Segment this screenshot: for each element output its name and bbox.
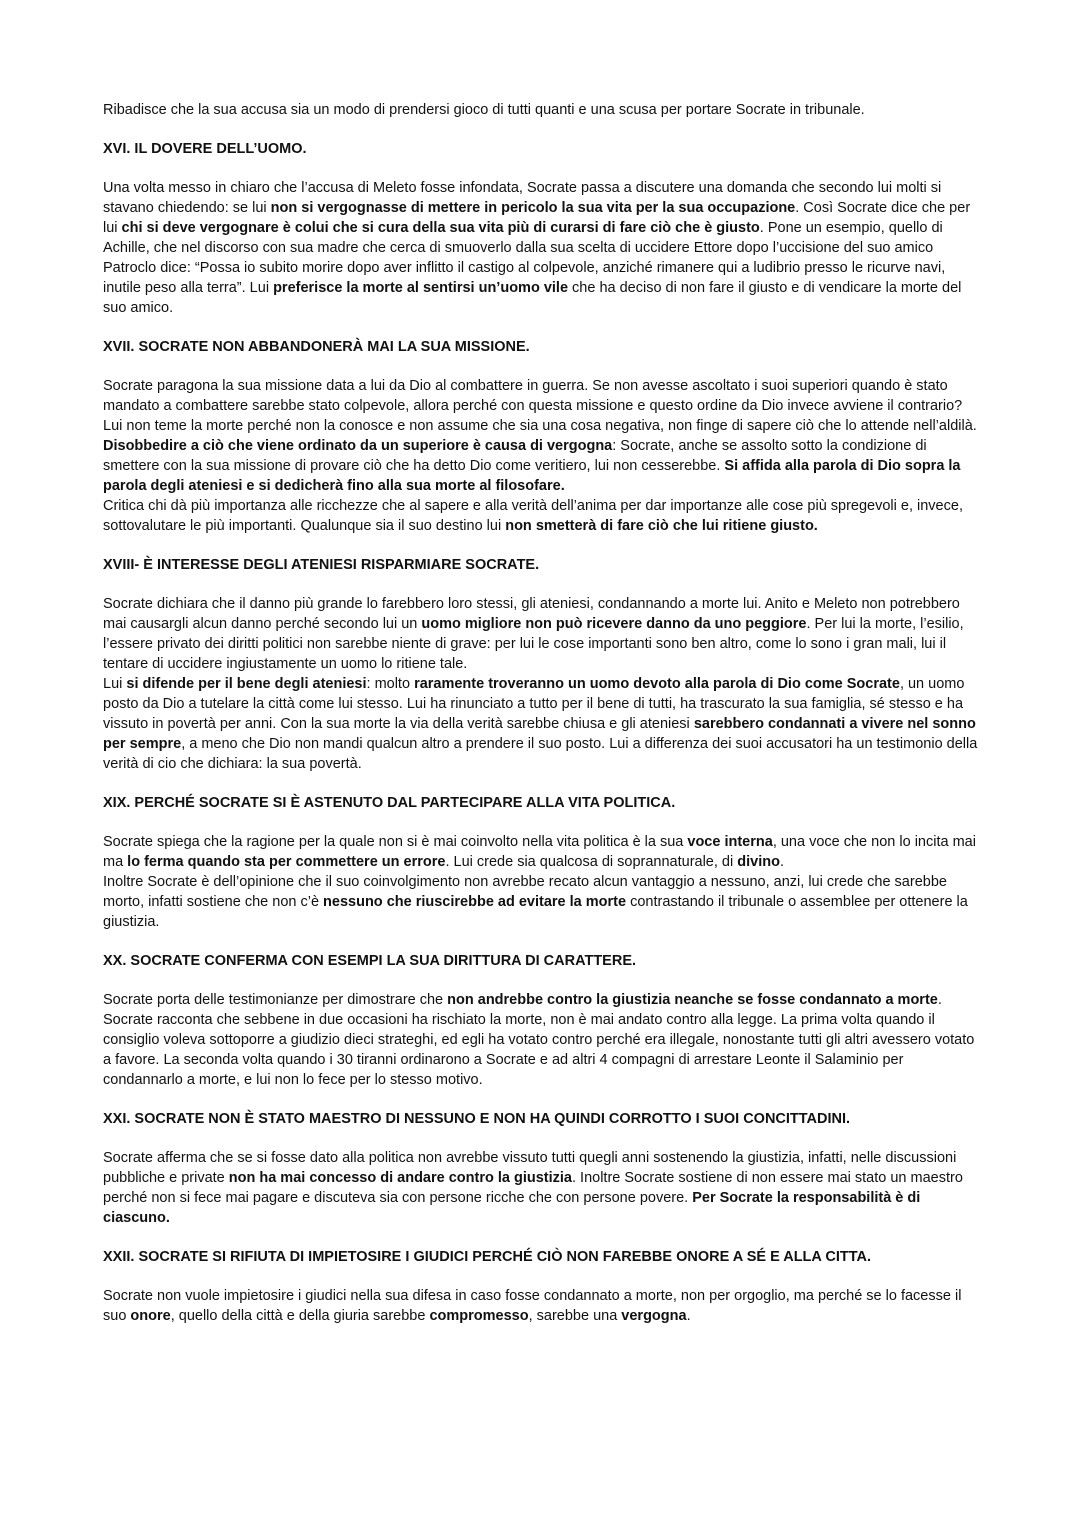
bold-text: uomo migliore non può ricevere danno da uno peggiore (421, 616, 807, 632)
text-run: Socrate non vuole impietosire i giudici nella sua difesa in caso fosse condannato a morte, non per orgoglio, ma perché se lo facesse il suo (103, 1288, 962, 1324)
section (103, 1247, 983, 1326)
section-paragraph (103, 1148, 983, 1228)
text-run: , a meno che Dio non mandi qualcun altro a prendere il suo posto. Lui a differenza dei suoi accusatori ha un testimonio della verità di cio che dichiara: la sua povertà. (103, 736, 978, 772)
text-run: Una volta messo in chiaro che l’accusa di Meleto fosse infondata, Socrate passa a discutere una domanda che secondo lui molti si stavano chiedendo: se lui (103, 180, 942, 216)
bold-text: preferisce la morte al sentirsi un’uomo vile (273, 280, 569, 296)
section-paragraph (103, 674, 983, 774)
bold-text: nessuno che riuscirebbe ad evitare la morte (323, 894, 627, 910)
bold-text: non si vergognasse di mettere in pericolo la sua vita per la sua occupazione (270, 200, 796, 216)
text-run: Socrate porta delle testimonianze per dimostrare che (103, 992, 448, 1008)
text-run: : molto (366, 676, 415, 692)
text-run: Critica chi dà più importanza alle ricchezze che al sapere e alla verità dell’anima per dar importanze alle cose più spregevoli e, invece, sottovalutare le più importanti. Qualunque sia il suo destino lui (103, 498, 963, 534)
text-run: Socrate afferma che se si fosse dato alla politica non avrebbe vissuto tutti quegli anni sostenendo la giustizia, infatti, nelle discussioni pubbliche e private (103, 1150, 957, 1186)
text-run: Lui (103, 676, 127, 692)
section-title: XIX. PERCHÉ SOCRATE SI È ASTENUTO DAL PARTECIPARE ALLA VITA POLITICA. (103, 795, 676, 811)
section-title: XXII. SOCRATE SI RIFIUTA DI IMPIETOSIRE I GIUDICI PERCHÉ CIÒ NON FAREBBE ONORE A SÉ E ALLA CITTA. (103, 1249, 872, 1265)
bold-text: divino (737, 854, 780, 870)
bold-text: si difende per il bene degli ateniesi (126, 676, 367, 692)
text-run: Socrate spiega che la ragione per la quale non si è mai coinvolto nella vita politica è la sua (103, 834, 688, 850)
section-paragraph (103, 594, 983, 674)
section (103, 1109, 983, 1228)
text-run: . Così Socrate dice che per lui (103, 200, 971, 236)
section-title: XVI. IL DOVERE DELL’UOMO. (103, 141, 307, 157)
bold-text: non andrebbe contro la giustizia neanche se fosse condannato a morte (447, 992, 938, 1008)
text-run: . (779, 854, 784, 870)
text-run: Socrate paragona la sua missione data a lui da Dio al combattere in guerra. Se non avesse ascoltato i suoi superiori quando è stato mandato a combattere sarebbe stato colpevole, allora perché con questa missione e questo ordine da Dio invece avviene il contrario? Lui non teme la morte perché non la conosce e non assume che sia una cosa negativa, non finge di sapere ciò che lo attende nell’aldilà. (103, 378, 977, 434)
document-page (103, 100, 983, 1345)
text-run: . Per lui la morte, l’esilio, l’essere privato dei diritti politici non sarebbe niente di grave: per lui le cose importanti sono ben altro, come lo sono i gran mali, lui il tentare di uccidere ingiustamente un uomo lo ritiene tale. (103, 616, 964, 672)
text-run: , quello della città e della giuria sarebbe (170, 1308, 430, 1324)
text-run: Socrate dichiara che il danno più grande lo farebbero loro stessi, gli ateniesi, condannando a morte lui. Anito e Meleto non potrebbero mai causargli alcun danno perché secondo lui un (103, 596, 960, 632)
section-paragraph (103, 990, 983, 1090)
text-run: , una voce che non lo incita mai ma (103, 834, 976, 870)
text-run: Inoltre Socrate è dell’opinione che il suo coinvolgimento non avrebbe recato alcun vantaggio a nessuno, anzi, lui crede che sarebbe morto, infatti sostiene che non c’è (103, 874, 947, 910)
section-paragraph (103, 436, 983, 496)
section (103, 337, 983, 536)
bold-text: raramente troveranno un uomo devoto alla parola di Dio come Socrate (414, 676, 900, 692)
section-title: XVIII- È INTERESSE DEGLI ATENIESI RISPARMIARE SOCRATE. (103, 557, 540, 573)
text-run: che ha deciso di non fare il giusto e di vendicare la morte del suo amico. (103, 280, 962, 316)
bold-text: non smetterà di fare ciò che lui ritiene giusto. (505, 518, 818, 534)
section-paragraph (103, 496, 983, 536)
section-title: XXI. SOCRATE NON È STATO MAESTRO DI NESSUNO E NON HA QUINDI CORROTTO I SUOI CONCITTADINI. (103, 1111, 851, 1127)
intro-paragraph: Ribadisce che la sua accusa sia un modo di prendersi gioco di tutti quanti e una scusa per portare Socrate in tribunale. (103, 102, 865, 118)
section-title: XX. SOCRATE CONFERMA CON ESEMPI LA SUA DIRITTURA DI CARATTERE. (103, 953, 637, 969)
section-paragraph (103, 1286, 983, 1326)
bold-text: Disobbedire a ciò che viene ordinato da un superiore è causa di vergogna (103, 438, 613, 454)
bold-text: lo ferma quando sta per commettere un errore (127, 854, 446, 870)
section-paragraph (103, 832, 983, 872)
section-paragraph (103, 872, 983, 932)
bold-text: voce interna (687, 834, 773, 850)
bold-text: compromesso (429, 1308, 529, 1324)
text-run: , un uomo posto da Dio a tutelare la città come lui stesso. Lui ha rinunciato a tutto per il bene di tutti, ha trascurato la sua famiglia, sé stesso e ha vissuto in povertà per anni. Con la sua morte la via della verità sarebbe chiusa e gli ateniesi (103, 676, 965, 732)
text-run: . Pone un esempio, quello di Achille, che nel discorso con sua madre che cerca di smuoverlo dalla sua scelta di uccidere Ettore dopo l’uccisione del suo amico Patroclo dice: “Possa io subito morire dopo aver inflitto il castigo al colpevole, anziché rimanere qui a ludibrio presso le ricurve navi, inutile peso alla terra”. Lui (103, 220, 946, 296)
section-title: XVII. SOCRATE NON ABBANDONERÀ MAI LA SUA MISSIONE. (103, 339, 530, 355)
bold-text: sarebbero condannati a vivere nel sonno per sempre (103, 716, 976, 752)
bold-text: Si affida alla parola di Dio sopra la parola degli ateniesi e si dedicherà fino alla sua morte al filosofare. (103, 458, 961, 494)
text-run: : Socrate, anche se assolto sotto la condizione di smettere con la sua missione di provare ciò che ha detto Dio come veritiero, lui non cesserebbe. (103, 438, 927, 474)
bold-text: non ha mai concesso di andare contro la giustizia (228, 1170, 572, 1186)
text-run: , sarebbe una (528, 1308, 622, 1324)
text-run: . (686, 1308, 691, 1324)
text-run: . Lui crede sia qualcosa di soprannaturale, di (445, 854, 738, 870)
section (103, 555, 983, 774)
text-run: . Socrate racconta che sebbene in due occasioni ha rischiato la morte, non è mai andato contro alla legge. La prima volta quando il consiglio voleva sottoporre a giudizio dieci strateghi, ed egli ha votato contro perché era illegale, nonostante tutti gli altri avessero votato a favore. La seconda volta quando i 30 tiranni ordinarono a Socrate e ad altri 4 compagni di arrestare Leonte il Salaminio per condannarlo a morte, e lui non lo fece per lo stesso motivo. (103, 992, 975, 1088)
section-paragraph (103, 178, 983, 318)
text-run: . Inoltre Socrate sostiene di non essere mai stato un maestro perché non si fece mai pagare e discuteva sia con persone ricche che con persone povere. (103, 1170, 963, 1206)
section-paragraph (103, 376, 983, 436)
section (103, 793, 983, 932)
section (103, 951, 983, 1090)
bold-text: vergogna (621, 1308, 687, 1324)
sections-container (103, 139, 983, 1326)
bold-text: onore (130, 1308, 171, 1324)
text-run: contrastando il tribunale o assemblee per ottenere la giustizia. (103, 894, 968, 930)
bold-text: Per Socrate la responsabilità è di ciascuno. (103, 1190, 921, 1226)
section (103, 139, 983, 318)
bold-text: chi si deve vergognare è colui che si cura della sua vita più di curarsi di fare ciò che è giusto (121, 220, 760, 236)
